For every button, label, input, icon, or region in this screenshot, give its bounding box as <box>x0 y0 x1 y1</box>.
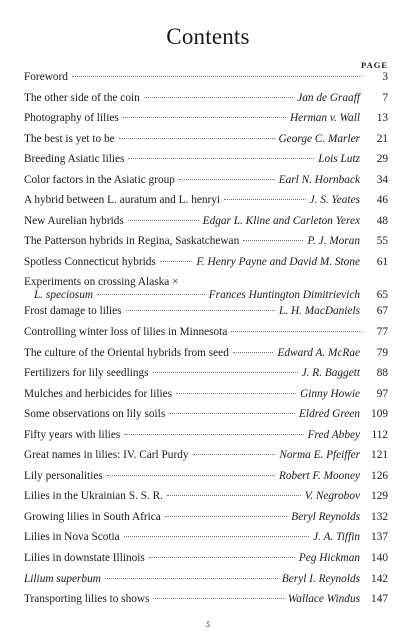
leader-dots <box>105 578 278 579</box>
entry-title: Frost damage to lilies <box>24 305 122 318</box>
leader-dots <box>243 240 303 241</box>
toc-entry <box>24 133 388 154</box>
toc-entry <box>24 490 388 511</box>
page-number: 5 <box>206 620 210 629</box>
entry-author: Wallace Windus <box>287 593 360 606</box>
leader-dots <box>128 158 314 159</box>
entry-title: Experiments on crossing Alaska × <box>24 276 179 289</box>
entry-page: 34 <box>376 173 388 186</box>
entry-title: Controlling winter loss of lilies in Minnesota <box>24 326 228 339</box>
toc-entry <box>24 194 388 215</box>
entry-author: Beryl I. Reynolds <box>281 572 360 585</box>
entry-page: 137 <box>371 531 388 544</box>
entry-author: Fred Abbey <box>307 428 360 441</box>
entry-title: Mulches and herbicides for lilies <box>24 387 173 400</box>
entry-page: 97 <box>376 387 388 400</box>
entry-page: 55 <box>376 235 388 248</box>
entry-author: J. S. Yeates <box>309 194 360 207</box>
leader-dots <box>169 413 295 414</box>
entry-author: J. A. Tiffin <box>313 531 360 544</box>
leader-dots <box>233 352 274 353</box>
leader-dots <box>124 434 303 435</box>
entry-page: 142 <box>371 572 388 585</box>
leader-dots <box>126 310 275 311</box>
entry-page: 129 <box>371 490 388 503</box>
leader-dots <box>165 516 287 517</box>
leader-dots <box>119 138 275 139</box>
entry-author: Lois Lutz <box>318 153 360 166</box>
entry-author: Jan de Graaff <box>297 91 360 104</box>
entry-author: L. H. MacDaniels <box>279 305 360 318</box>
toc-entry <box>24 92 388 113</box>
entry-author: Earl N. Hornback <box>278 173 360 186</box>
entry-page: 67 <box>376 305 388 318</box>
toc-entry <box>24 235 388 256</box>
entry-page: 7 <box>382 91 388 104</box>
toc-entry <box>24 367 388 388</box>
entry-page: 132 <box>371 510 388 523</box>
table-of-contents <box>24 71 388 614</box>
entry-title: Great names in lilies: IV. Carl Purdy <box>24 449 189 462</box>
entry-title: The culture of the Oriental hybrids from seed <box>24 346 229 359</box>
toc-entry <box>24 593 388 614</box>
entry-author: Ginny Howie <box>300 387 360 400</box>
entry-title: Lilies in downstate Illinois <box>24 552 145 565</box>
leader-dots <box>224 199 306 200</box>
entry-author: George C. Marler <box>278 132 360 145</box>
entry-page: 46 <box>376 194 388 207</box>
entry-author: Robert F. Mooney <box>278 469 360 482</box>
entry-page: 77 <box>376 326 388 339</box>
leader-dots <box>128 220 199 221</box>
toc-entry <box>24 531 388 552</box>
entry-page: 140 <box>371 552 388 565</box>
entry-author: P. J. Moran <box>307 235 360 248</box>
entry-author: Edward A. McRae <box>277 346 360 359</box>
toc-entry <box>24 215 388 236</box>
toc-entry <box>24 174 388 195</box>
entry-title: Growing lilies in South Africa <box>24 510 161 523</box>
toc-entry <box>24 256 388 277</box>
entry-page: 21 <box>376 132 388 145</box>
entry-title: A hybrid between L. auratum and L. henryi <box>24 194 221 207</box>
entry-title: Transporting lilies to shows <box>24 593 150 606</box>
entry-title-cont: L. speciosum <box>34 289 93 302</box>
toc-entry <box>24 153 388 174</box>
leader-dots <box>153 372 298 373</box>
toc-entry <box>24 449 388 470</box>
toc-entry <box>24 71 388 92</box>
entry-title: Lilies in the Ukrainian S. S. R. <box>24 490 164 503</box>
toc-entry <box>24 429 388 450</box>
leader-dots <box>231 331 362 332</box>
entry-author: Peg Hickman <box>298 552 360 565</box>
entry-page: 126 <box>371 469 388 482</box>
entry-author: Edgar L. Kline and Carleton Yerex <box>202 214 360 227</box>
toc-entry <box>24 347 388 368</box>
entry-title: New Aurelian hybrids <box>24 214 124 227</box>
entry-author: Frances Huntington Dimitrievich <box>208 289 360 302</box>
entry-author: Eldred Green <box>299 408 360 421</box>
leader-dots <box>97 294 205 295</box>
entry-title: Fertilizers for lily seedlings <box>24 367 149 380</box>
entry-page: 48 <box>376 214 388 227</box>
entry-page: 147 <box>371 593 388 606</box>
toc-entry <box>24 408 388 429</box>
leader-dots <box>167 495 301 496</box>
page-column-header: PAGE <box>361 60 388 70</box>
entry-page: 112 <box>371 428 388 441</box>
leader-dots <box>123 117 286 118</box>
entry-page: 3 <box>382 71 388 83</box>
toc-entry <box>24 276 388 305</box>
leader-dots <box>179 179 275 180</box>
entry-page: 109 <box>371 408 388 421</box>
entry-author: J. R. Baggett <box>301 367 360 380</box>
entry-title: Lilium superbum <box>24 572 101 585</box>
entry-title: Lilies in Nova Scotia <box>24 531 120 544</box>
entry-author: Beryl Reynolds <box>291 510 360 523</box>
toc-entry <box>24 388 388 409</box>
entry-author: F. Henry Payne and David M. Stone <box>196 255 360 268</box>
entry-page: 13 <box>376 112 388 125</box>
entry-page: 121 <box>371 449 388 462</box>
entry-page: 29 <box>376 153 388 166</box>
toc-entry <box>24 511 388 532</box>
leader-dots <box>72 76 362 77</box>
toc-entry <box>24 470 388 491</box>
toc-entry <box>24 305 388 326</box>
entry-author: Herman v. Wall <box>290 112 360 125</box>
leader-dots <box>107 475 275 476</box>
entry-title: Breeding Asiatic lilies <box>24 153 125 166</box>
entry-title: The other side of the coin <box>24 91 140 104</box>
entry-page: 88 <box>376 367 388 380</box>
entry-page: 65 <box>376 289 388 302</box>
leader-dots <box>124 536 309 537</box>
leader-dots <box>160 261 193 262</box>
entry-title: Fifty years with lilies <box>24 428 121 441</box>
entry-title: Some observations on lily soils <box>24 408 166 421</box>
leader-dots <box>149 557 295 558</box>
toc-entry <box>24 326 388 347</box>
entry-page: 61 <box>376 255 388 268</box>
toc-entry <box>24 552 388 573</box>
toc-entry <box>24 112 388 133</box>
entry-title: Color factors in the Asiatic group <box>24 173 175 186</box>
entry-title: The best is yet to be <box>24 132 115 145</box>
entry-title: Foreword <box>24 71 68 83</box>
entry-title: The Patterson hybrids in Regina, Saskatchewan <box>24 235 240 248</box>
leader-dots <box>193 454 276 455</box>
toc-entry <box>24 573 388 594</box>
entry-author: Norma E. Pfeiffer <box>279 449 360 462</box>
entry-author: V. Negrobov <box>304 490 360 503</box>
entry-title: Spotless Connecticut hybrids <box>24 255 156 268</box>
entry-title: Photography of lilies <box>24 112 119 125</box>
leader-dots <box>176 393 296 394</box>
entry-page: 79 <box>376 346 388 359</box>
leader-dots <box>144 97 293 98</box>
leader-dots <box>153 598 283 599</box>
entry-title: Lily personalities <box>24 469 103 482</box>
page-title: Contents <box>166 24 250 49</box>
